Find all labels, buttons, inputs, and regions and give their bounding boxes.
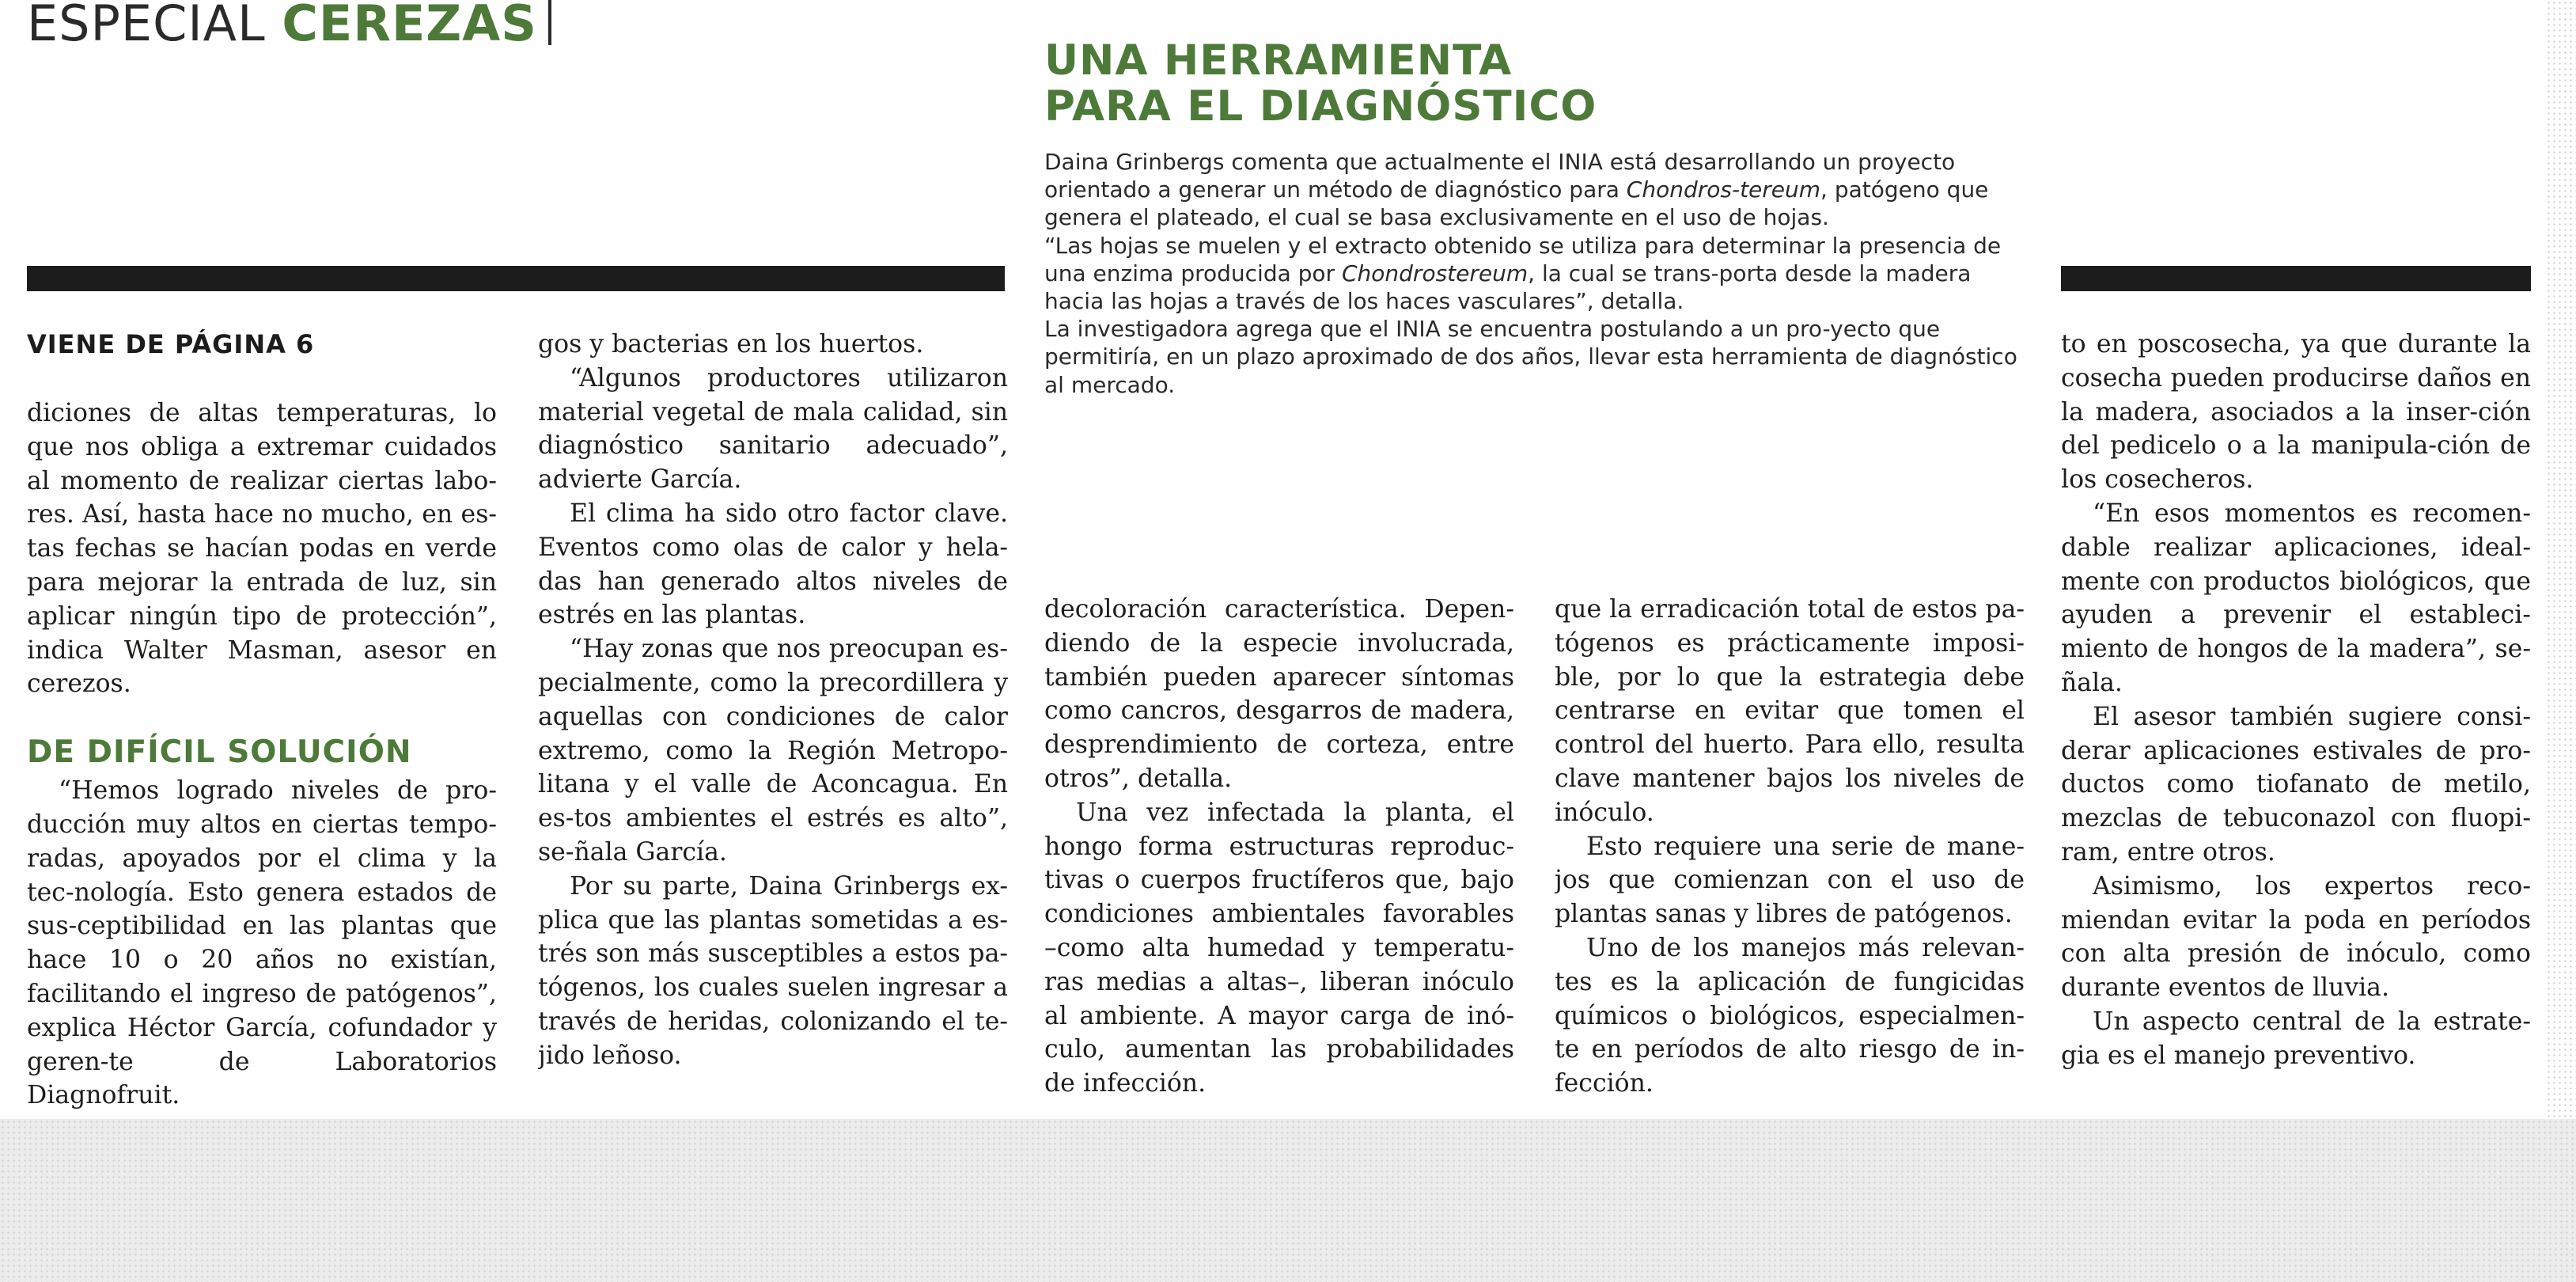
body-paragraph: Una vez infectada la planta, el hongo forma estructuras reproduc-tivas o cuerpos fructíferos que, bajo condiciones ambientales favorables –como alta humedad y temperatu-ras medias a altas–, liberan inóculo al ambiente. A mayor carga de inó-culo, aumentan las probabilidades de infección.: [1044, 798, 1514, 1098]
box-p2-italic: Chondrostereum: [1341, 260, 1529, 286]
box-p1-text: Daina Grinbergs comenta que actualmente el INIA está desarrollando un proyecto orientado a generar un método de diagnóstico para: [1044, 149, 1956, 203]
body-paragraph: “Hemos logrado niveles de pro-ducción muy altos en ciertas tempo-radas, apoyados por el clima y la tec-nología. Esto genera estados de sus-ceptibilidad en las plantas que hace 10 o 20 años no existían, facilitando el ingreso de patógenos”, explica Héctor García, cofundador y geren-te de Laboratorios Diagnofruit.: [27, 776, 497, 1110]
top-rule-right: [2061, 266, 2531, 291]
article-column-1: [27, 328, 497, 1119]
section-label: ESPECIAL: [27, 0, 266, 52]
article-column-5: [2061, 328, 2531, 1119]
box-title-line-1: UNA HERRAMIENTA: [1044, 36, 1513, 85]
article-column-2: [538, 328, 1008, 1119]
top-rule-left: [27, 266, 1005, 291]
blank-margin-bottom: [0, 1119, 2576, 1282]
article-column-4: [1555, 593, 2025, 1119]
body-paragraph: diciones de altas temperaturas, lo que nos obliga a extremar cuidados al momento de realizar ciertas labo-res. Así, hasta hace no mucho, en es-tas fechas se hacían podas en verde para mejorar la entrada de luz, sin aplicar ningún tipo de protección”, indica Walter Masman, asesor en cerezos.: [27, 399, 497, 699]
body-paragraph: “En esos momentos es recomen-dable realizar aplicaciones, ideal-mente con productos biológicos, que ayuden a prevenir el estableci-miento de hongos de la madera”, se-ñala.: [2061, 499, 2531, 697]
box-title: [1044, 38, 1646, 130]
body-paragraph: El clima ha sido otro factor clave. Eventos como olas de calor y hela-das han generado altos niveles de estrés en las plantas.: [538, 499, 1008, 630]
section-header: [27, 0, 551, 57]
box-paragraph: La investigadora agrega que el INIA se encuentra postulando a un pro-yecto que permitiría, en un plazo aproximado de dos años, llevar esta herramienta de diagnóstico al mercado.: [1044, 316, 2017, 398]
body-paragraph: to en poscosecha, ya que durante la cosecha pueden producirse daños en la madera, asociados a la inser-ción del pedicelo o a la manipula-ción de los cosecheros.: [2061, 330, 2531, 495]
box-text: [1044, 148, 2029, 399]
box-p2-text: “Las hojas se muelen y el extracto obtenido se utiliza para determinar la presencia de una enzima producida por: [1044, 232, 2002, 286]
box-paragraph: [1044, 232, 2029, 316]
box-p1-text-end: , patógeno que genera el plateado, el cual se basa exclusivamente en el uso de hojas.: [1044, 176, 1989, 231]
body-paragraph: gos y bacterias en los huertos.: [538, 330, 924, 358]
section-topic: CEREZAS: [282, 0, 537, 52]
body-paragraph: decoloración característica. Depen-diendo de la especie involucrada, también pueden aparecer síntomas como cancros, desgarros de madera, desprendimiento de corteza, entre otros”, detalla.: [1044, 595, 1514, 793]
box-title-line-2: PARA EL DIAGNÓSTICO: [1044, 82, 1597, 131]
subheading: DE DIFÍCIL SOLUCIÓN: [27, 734, 412, 771]
body-paragraph: Un aspecto central de la estrate-gia es el manejo preventivo.: [2061, 1007, 2531, 1070]
body-paragraph: “Hay zonas que nos preocupan es-pecialmente, como la precordillera y aquellas con condiciones de calor extremo, como la Región Metropo-litana y el valle de Aconcagua. En es-tos ambientes el estrés es alto”, se-ñala García.: [538, 635, 1008, 867]
body-paragraph: Asimismo, los expertos reco-miendan evitar la poda en períodos con alta presión de inóculo, como durante eventos de lluvia.: [2061, 871, 2531, 1003]
body-paragraph: Esto requiere una serie de mane-jos que comienzan con el uso de plantas sanas y libres de patógenos.: [1555, 832, 2025, 929]
body-paragraph: Por su parte, Daina Grinbergs ex-plica que las plantas sometidas a es-trés son más susceptibles a estos pa-tógenos, los cuales suelen ingresar a través de heridas, colonizando el te-jido leñoso.: [538, 871, 1008, 1070]
box-p2-text-end: , la cual se trans-porta desde la madera hacia las hojas a través de los haces vasculares”, detalla.: [1044, 260, 1972, 315]
body-paragraph: que la erradicación total de estos pa-tógenos es prácticamente imposi-ble, por lo que la estrategia debe centrarse en evitar que tomen el control del huerto. Para ello, resulta clave mantener bajos los niveles de inóculo.: [1555, 595, 2025, 827]
box-p1-italic: Chondros-tereum: [1626, 176, 1821, 203]
body-paragraph: El asesor también sugiere consi-derar aplicaciones estivales de pro-ductos como tiofanato de metilo, mezclas de tebuconazol con fluopi-ram, entre otros.: [2061, 702, 2531, 867]
box-paragraph: [1044, 148, 2029, 232]
blank-margin-right: [2546, 0, 2576, 1119]
continued-from-kicker: VIENE DE PÁGINA 6: [27, 329, 315, 359]
header-divider: [548, 0, 551, 45]
body-paragraph: Uno de los manejos más relevan-tes es la aplicación de fungicidas químicos o biológicos, especialmen-te en períodos de alto riesgo de in-fección.: [1555, 933, 2025, 1098]
body-paragraph: “Algunos productores utilizaron material vegetal de mala calidad, sin diagnóstico sanitario adecuado”, advierte García.: [538, 363, 1008, 495]
article-column-3: [1044, 593, 1514, 1119]
